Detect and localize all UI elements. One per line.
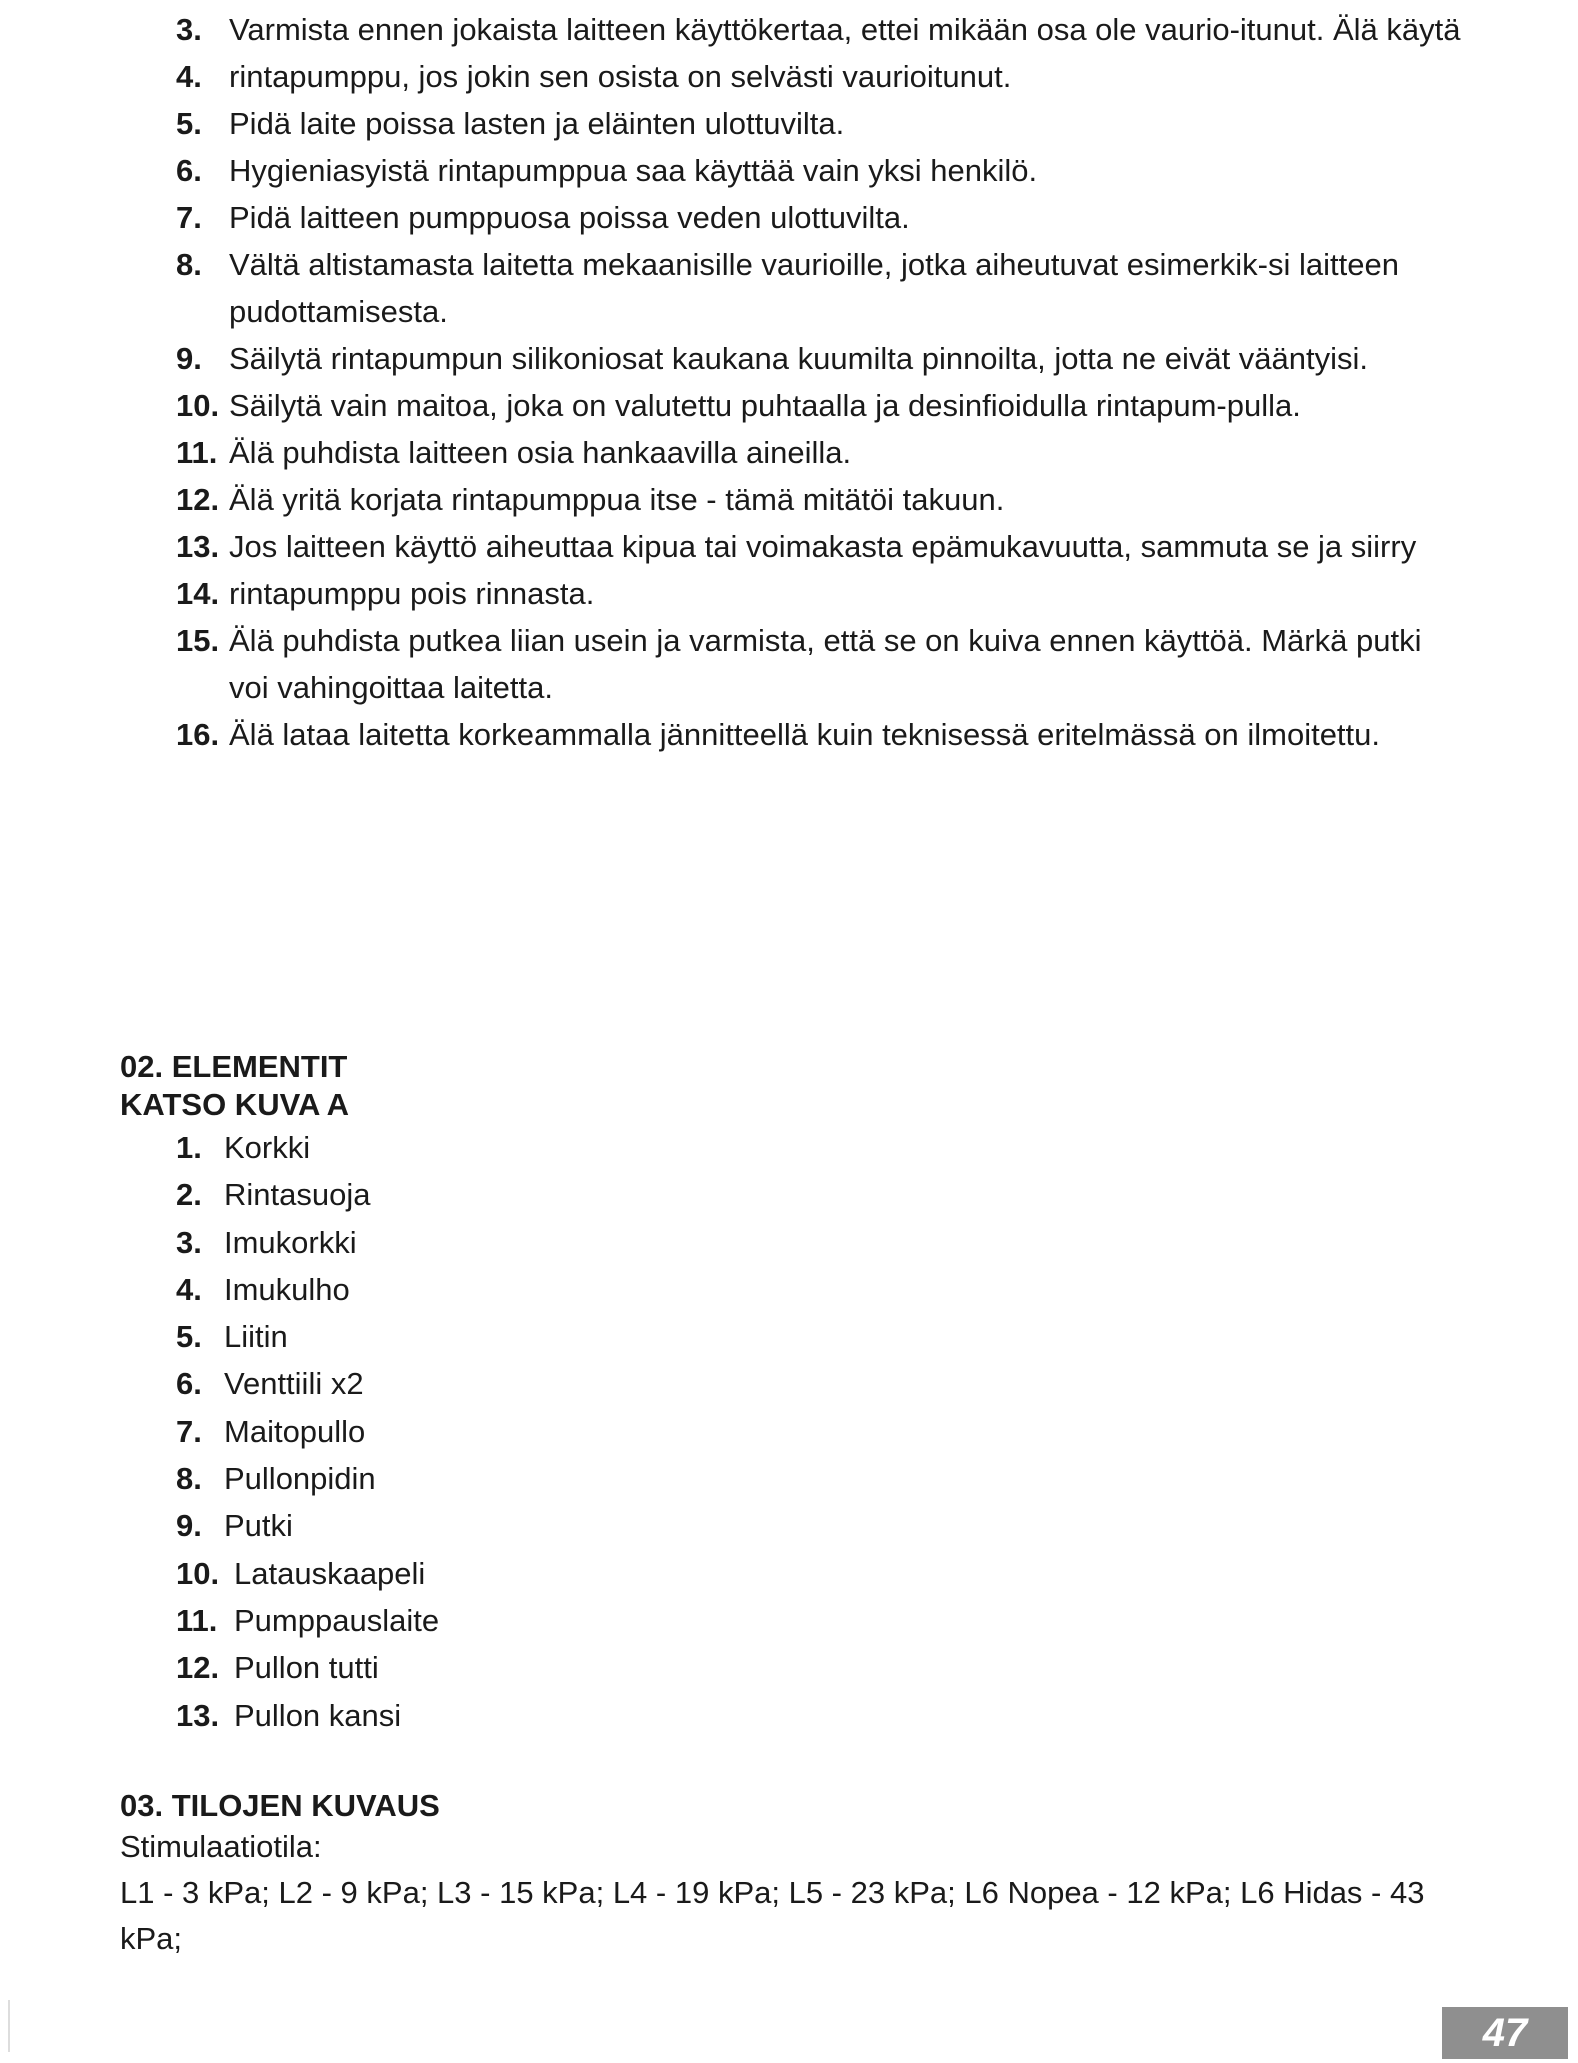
item-number: 7. [176,1413,202,1449]
item-text: Imukulho [224,1271,350,1307]
item-number: 8. [176,1461,202,1497]
list-item [176,1313,876,1360]
item-number: 5. [176,106,202,141]
list-item [176,241,1466,335]
modes-description [120,1824,1460,1962]
item-text: Älä puhdista laitteen osia hankaavilla aineilla. [229,435,852,470]
list-item [176,1550,876,1597]
item-number: 6. [176,153,202,188]
item-text: Hygieniasyistä rintapumppua saa käyttää vain yksi henkilö. [229,153,1038,188]
item-number: 16. [176,717,220,752]
item-text: Pumppauslaite [234,1602,440,1638]
section-subheading-see-figure: KATSO KUVA A [120,1087,350,1122]
list-item [176,1219,876,1266]
item-number: 3. [176,12,202,47]
item-text: Latauskaapeli [234,1555,426,1591]
section-heading-modes: 03. TILOJEN KUVAUS [120,1788,440,1823]
item-text: Älä lataa laitetta korkeammalla jännitteellä kuin teknisessä eritelmässä on ilmoitettu. [229,717,1381,752]
list-item [176,711,1466,758]
item-number: 10. [176,388,220,423]
item-text: Älä puhdista putkea liian usein ja varmista, että se on kuiva ennen käyttöä. Märkä putki voi vahingoittaa laitetta. [229,623,1422,705]
section-heading-elements: 02. ELEMENTIT [120,1049,348,1084]
item-text: Putki [224,1508,293,1544]
item-text: Älä yritä korjata rintapumppua itse - tämä mitätöi takuun. [229,482,1005,517]
item-number: 12. [176,482,220,517]
safety-instructions-list [176,6,1466,758]
item-number: 10. [176,1555,220,1591]
margin-mark [8,2000,10,2052]
list-item [176,382,1466,429]
list-item [176,6,1466,53]
item-number: 12. [176,1650,220,1686]
item-number: 4. [176,59,202,94]
stimulation-mode-label: Stimulaatiotila: [120,1829,322,1864]
list-item [176,1266,876,1313]
list-item [176,1692,876,1739]
list-item [176,523,1466,570]
list-item [176,617,1466,711]
item-text: Imukorkki [224,1224,357,1260]
stimulation-mode-levels: L1 - 3 kPa; L2 - 9 kPa; L3 - 15 kPa; L4 - 19 kPa; L5 - 23 kPa; L6 Nopea - 12 kPa; L6 Hidas - 43 kPa; [120,1875,1425,1956]
item-number: 13. [176,529,220,564]
list-item [176,335,1466,382]
list-item [176,1597,876,1644]
item-text: Pullon tutti [234,1650,379,1686]
item-text: Vältä altistamasta laitetta mekaanisille vaurioille, jotka aiheutuvat esimerkik-si laitteen pudottamisesta. [229,247,1399,329]
item-number: 6. [176,1366,202,1402]
item-number: 4. [176,1271,202,1307]
list-item [176,100,1466,147]
item-number: 9. [176,1508,202,1544]
list-item [176,1124,876,1171]
item-number: 13. [176,1697,220,1733]
item-text: Jos laitteen käyttö aiheuttaa kipua tai voimakasta epämukavuutta, sammuta se ja siirry [229,529,1417,564]
item-number: 11. [176,1602,218,1638]
item-text: Säilytä vain maitoa, joka on valutettu puhtaalla ja desinfioidulla rintapum-pulla. [229,388,1301,423]
item-text: Varmista ennen jokaista laitteen käyttökertaa, ettei mikään osa ole vaurio-itunut. Älä käytä [229,12,1461,47]
list-item [176,1408,876,1455]
item-number: 8. [176,247,202,282]
item-text: Pullon kansi [234,1697,402,1733]
item-text: Pidä laite poissa lasten ja eläinten ulottuvilta. [229,106,845,141]
page-number: 47 [1442,2007,1568,2059]
item-text: Venttiili x2 [224,1366,364,1402]
item-number: 9. [176,341,202,376]
list-item [176,1360,876,1407]
item-number: 15. [176,623,220,658]
item-text: Liitin [224,1319,288,1355]
item-text: Rintasuoja [224,1177,371,1213]
item-text: Pullonpidin [224,1461,376,1497]
item-number: 5. [176,1319,202,1355]
item-number: 11. [176,435,218,470]
elements-list [176,1124,876,1739]
list-item [176,570,1466,617]
item-text: Pidä laitteen pumppuosa poissa veden ulottuvilta. [229,200,910,235]
list-item [176,429,1466,476]
list-item [176,1455,876,1502]
list-item [176,476,1466,523]
item-text: Korkki [224,1130,311,1165]
item-number: 14. [176,576,220,611]
list-item [176,194,1466,241]
item-number: 1. [176,1130,202,1165]
item-text: Säilytä rintapumpun silikoniosat kaukana kuumilta pinnoilta, jotta ne eivät vääntyisi. [229,341,1369,376]
list-item [176,1171,876,1218]
item-number: 7. [176,200,202,235]
list-item [176,1502,876,1549]
item-text: Maitopullo [224,1413,366,1449]
item-text: rintapumppu pois rinnasta. [229,576,595,611]
item-number: 2. [176,1177,202,1213]
list-item [176,1644,876,1691]
item-number: 3. [176,1224,202,1260]
list-item [176,147,1466,194]
list-item [176,53,1466,100]
item-text: rintapumppu, jos jokin sen osista on selvästi vaurioitunut. [229,59,1012,94]
